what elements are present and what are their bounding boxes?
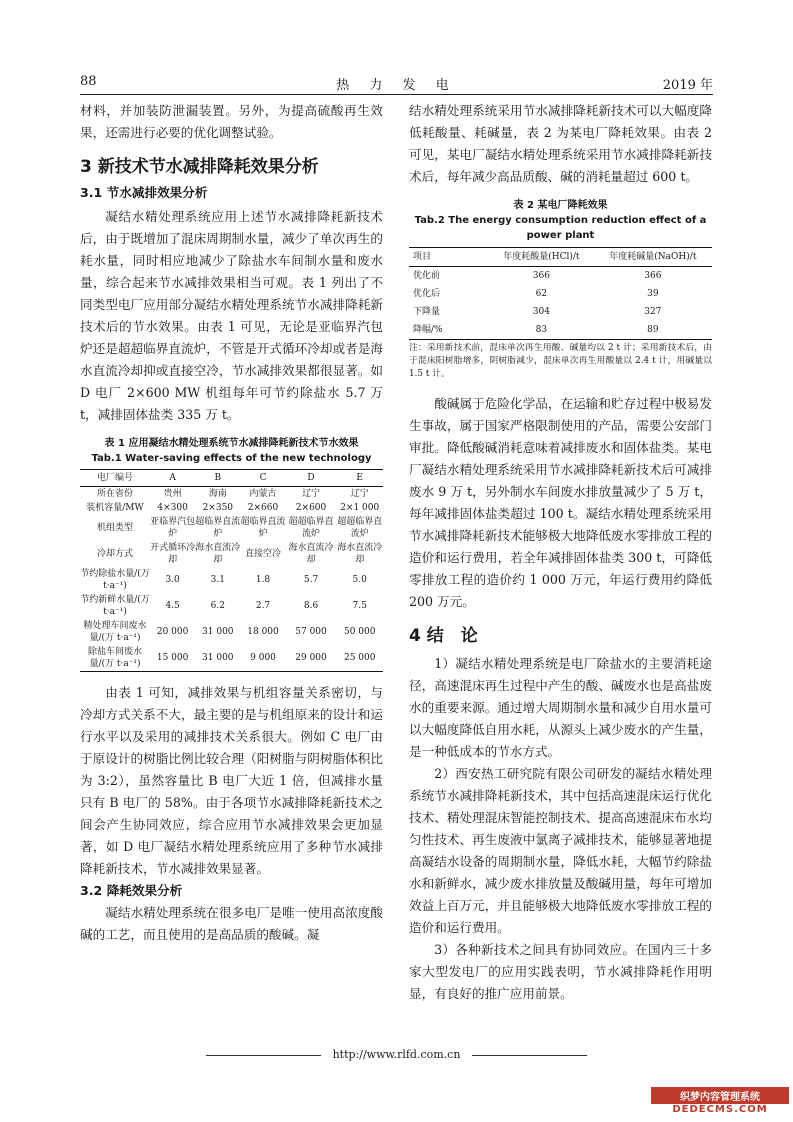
table-cell: 2×600 xyxy=(295,503,327,513)
table-header-cell: E xyxy=(336,470,383,487)
table-cell: 31 000 xyxy=(202,627,234,637)
table-cell: 贵州 xyxy=(163,489,182,499)
conclusion-item: 3）各种新技术之间具有协同效应。在国内三十多家大型发电厂的应用实践表明，节水减排降耗作用明显，有良好的推广应用前景。 xyxy=(409,942,712,1001)
table-cell: 节约新鲜水量/(万 t·a⁻¹) xyxy=(80,595,150,617)
conclusion-item: 2）西安热工研究院有限公司研发的凝结水精处理系统节水减排降耗新技术，其中包括高速混床运行优化技术、精处理混床智能控制技术、提高高速混床布水均匀性技术、再生废液中氯离子减排技术，能够显著地提高凝结水设备的周期制水量，降低水耗，大幅节约除盐水和新鲜水，减少废水排放量及酸碱用量，每年可增加效益上百万元，并且能够极大地降低废水零排放工程的造价和运行费用。 xyxy=(409,766,712,935)
conclusion-item: 1）凝结水精处理系统是电厂除盐水的主要消耗途径，高速混床再生过程中产生的酸、碱废水也是高盐废水的重要来源。通过增大周期制水量和减少自用水量可以大幅度降低自用水耗，从源头上减少废水的产生量，是一种低成本的节水方式。 xyxy=(409,656,712,759)
table-cell: 辽宁 xyxy=(350,489,369,499)
table-cell: 25 000 xyxy=(336,645,383,672)
footer-url[interactable]: http://www.rlfd.com.cn xyxy=(332,1048,461,1061)
table-cell: 327 xyxy=(644,307,662,317)
table-header-cell: 项目 xyxy=(409,248,489,267)
page-number: 88 xyxy=(80,74,97,89)
table-cell: 冷却方式 xyxy=(96,549,133,559)
table-cell: 超超临界直流炉 xyxy=(288,517,334,539)
subsection-heading: 3.1 节水减排效果分析 xyxy=(80,185,208,200)
table-header-cell: D xyxy=(286,470,337,487)
section-heading: 4 结 论 xyxy=(409,626,478,646)
header-rule xyxy=(80,94,713,95)
table-row xyxy=(409,285,712,303)
table-header-cell: 年度耗碱量(NaOH)/t xyxy=(594,248,712,267)
watermark-line1: 织梦内容管理系统 xyxy=(651,1087,789,1104)
journal-name: 热 力 发 电 xyxy=(336,78,457,93)
table-row xyxy=(80,593,383,619)
page-header xyxy=(80,74,713,94)
table-cell: 2×660 xyxy=(247,503,279,513)
table-header-row xyxy=(80,470,383,487)
section-heading: 3 新技术节水减排降耗效果分析 xyxy=(80,157,319,177)
paragraph: 酸碱属于危险化学品，在运输和贮存过程中极易发生事故，属于国家严格限制使用的产品，需要公安部门审批。降低酸碱消耗意味着减排废水和固体盐类。某电厂凝结水精处理系统采用节水减排降耗新技术后可减排废水 9 万 t，另外制水车间废水排放量减少了 5 万 t，每年减排固体盐类超过 100 t。凝结水精处理系统采用节水减排降耗新技术能够极大地降低废水零排放工程的造价和运行费用，若全年减排固体盐类 300 t，可降低零排放工程的造价约 1 000 万元，年运行费用约降低 200 万元。 xyxy=(409,396,712,609)
table-header-row xyxy=(409,248,712,267)
table-cell: 89 xyxy=(594,321,712,340)
table-cell: 下降量 xyxy=(413,307,441,317)
table-row xyxy=(409,321,712,340)
table-row xyxy=(80,645,383,672)
table-cell: 62 xyxy=(535,289,548,299)
table-cell: 2×350 xyxy=(202,503,234,513)
table-cell: 8.6 xyxy=(303,601,319,611)
table-cell: 亚临界汽包炉 xyxy=(150,517,196,539)
table-row xyxy=(80,515,383,541)
table2-caption xyxy=(409,198,712,243)
table-row xyxy=(80,541,383,567)
table-cell: 超超临界直流炉 xyxy=(337,517,383,539)
table-cell: 超临界直流炉 xyxy=(240,517,286,539)
table-cell: 优化前 xyxy=(413,271,441,281)
table-row xyxy=(80,487,383,502)
table-cell: 4×300 xyxy=(157,503,188,513)
subsection-heading: 3.2 降耗效果分析 xyxy=(80,883,183,898)
table-cell: 5.0 xyxy=(352,575,367,585)
paragraph: 由表 1 可知，减排效果与机组容量关系密切，与冷却方式关系不大，最主要的是与机组原来的设计和运行水平以及采用的减排技术关系很大。例如 C 电厂由于原设计的树脂比例比较合理（阳树脂与阴树脂体积比为 3:2），虽然容量比 B 电厂大近 1 倍，但减排水量只有 B 电厂的 58%。由于各项节水减排降耗新技术之间会产生协同效应，综合应用节水减排效果会更加显著，如 D 电厂凝结水精处理系统应用了多种节水减排降耗新技术，节水减排效果显著。 xyxy=(80,685,383,876)
paragraph: 凝结水精处理系统在很多电厂是唯一使用高浓度酸碱的工艺，而且使用的是高品质的酸碱。凝 xyxy=(80,905,383,942)
table-row xyxy=(80,567,383,593)
table-cell: 海水直流冷却 xyxy=(337,543,383,565)
table2-caption-cn: 表 2 某电厂降耗效果 xyxy=(513,200,608,211)
table-cell: 直接空冷 xyxy=(245,549,282,559)
table-cell: 精处理车间废水量/(万 t·a⁻¹) xyxy=(83,621,147,643)
table-cell: 83 xyxy=(489,321,594,340)
table-cell: 7.5 xyxy=(352,601,367,611)
table-header-cell: A xyxy=(150,470,195,487)
paragraph: 结水精处理系统采用节水减排降耗新技术可以大幅度降低耗酸量、耗碱量，表 2 为某电厂降耗效果。由表 2 可见，某电厂凝结水精处理系统采用节水减排降耗新技术后，每年减少高品质酸、碱的消耗量超过 600 t。 xyxy=(409,103,712,184)
table-header-cell: B xyxy=(195,470,240,487)
table-cell: 39 xyxy=(647,289,659,299)
table-cell: 节约除盐水量/(万 t·a⁻¹) xyxy=(80,569,150,591)
table-cell: 装机容量/MW xyxy=(86,503,144,513)
table1-caption-en: Tab.1 Water-saving effects of the new technology xyxy=(91,453,372,464)
table2-note: 注：采用新技术前，混床单次再生用酸、碱量均以 2 t 计；采用新技术后，由于混床阳树脂增多，阴树脂减少，混床单次再生用酸量以 2.4 t 计，用碱量以 1.5 t 计。 xyxy=(409,343,712,379)
table-cell: 5.7 xyxy=(303,575,319,585)
footer-rule-right xyxy=(472,1055,587,1056)
right-column xyxy=(409,100,712,1005)
table1-caption-cn: 表 1 应用凝结水精处理系统节水减排降耗新技术节水效果 xyxy=(104,438,359,449)
table-cell: 366 xyxy=(644,271,662,281)
left-column xyxy=(80,100,383,946)
table-cell: 9 000 xyxy=(240,645,285,672)
table-cell: 15 000 xyxy=(150,645,195,672)
table-cell: 所在省份 xyxy=(96,489,133,499)
table-header-cell: C xyxy=(240,470,285,487)
table-cell: 优化后 xyxy=(413,289,441,299)
table-row xyxy=(80,501,383,515)
table-cell: 6.2 xyxy=(210,601,225,611)
table-cell: 超临界直流炉 xyxy=(195,517,241,539)
table-cell: 开式循环冷却 xyxy=(150,543,196,565)
table-cell: 海水直流冷却 xyxy=(288,543,334,565)
table1-caption xyxy=(80,436,383,466)
table-row xyxy=(409,303,712,321)
journal-year: 2019 年 xyxy=(662,78,713,93)
table-cell: 2×1 000 xyxy=(340,503,380,513)
table2-caption-en: Tab.2 The energy consumption reduction effect of a power plant xyxy=(414,215,707,241)
table-cell: 18 000 xyxy=(247,627,279,637)
footer-rule-left xyxy=(206,1055,321,1056)
page-footer xyxy=(0,1048,793,1061)
table2 xyxy=(409,247,712,340)
table-cell: 降幅/% xyxy=(409,321,489,340)
table-header-cell: 年度耗酸量(HCl)/t xyxy=(489,248,594,267)
paragraph: 凝结水精处理系统应用上述节水减排降耗新技术后，由于既增加了混床周期制水量，减少了单次再生的耗水量，同时相应地减少了除盐水车间制水量和废水量，综合起来节水减排效果相当可观。表 1 列出了不同类型电厂应用部分凝结水精处理系统节水减排降耗新技术后的节水效果。由表 1 可见，无论是亚临界汽包炉还是超超临界直流炉，不管是开式循环冷却或者是海水直流冷却抑或直接空冷，节水减排效果都很显著。如 D 电厂 2×600 MW 机组每年可节约除盐水 5.7 万 t，减排固体盐类 335 万 t。 xyxy=(80,209,383,422)
watermark-line2: DEDECMS.COM xyxy=(672,1104,768,1115)
table-cell: 4.5 xyxy=(165,601,180,611)
table-cell: 29 000 xyxy=(286,645,337,672)
table-cell: 20 000 xyxy=(156,627,189,637)
watermark xyxy=(651,1087,789,1115)
table-cell: 内蒙古 xyxy=(249,489,277,499)
table-cell: 辽宁 xyxy=(302,489,321,499)
table1 xyxy=(80,469,383,672)
table-row xyxy=(80,619,383,645)
table-cell: 海水直流冷却 xyxy=(195,543,241,565)
table-cell: 3.0 xyxy=(165,575,180,585)
table-cell: 3.1 xyxy=(210,575,225,585)
table-header-cell: 电厂编号 xyxy=(80,470,150,487)
table-cell: 除盐车间废水量/(万 t·a⁻¹) xyxy=(80,645,150,672)
table-cell: 1.8 xyxy=(255,575,271,585)
table-cell: 机组类型 xyxy=(96,523,133,533)
paragraph: 材料，并加装防泄漏装置。另外，为提高硫酸再生效果，还需进行必要的优化调整试验。 xyxy=(80,103,383,140)
table-cell: 50 000 xyxy=(343,627,376,637)
table-cell: 366 xyxy=(532,271,550,281)
table-cell: 304 xyxy=(532,307,550,317)
table-cell: 57 000 xyxy=(295,627,327,637)
table-cell: 2.7 xyxy=(255,601,271,611)
table-cell: 31 000 xyxy=(195,645,240,672)
table-row xyxy=(409,267,712,286)
table-cell: 海南 xyxy=(208,489,227,499)
